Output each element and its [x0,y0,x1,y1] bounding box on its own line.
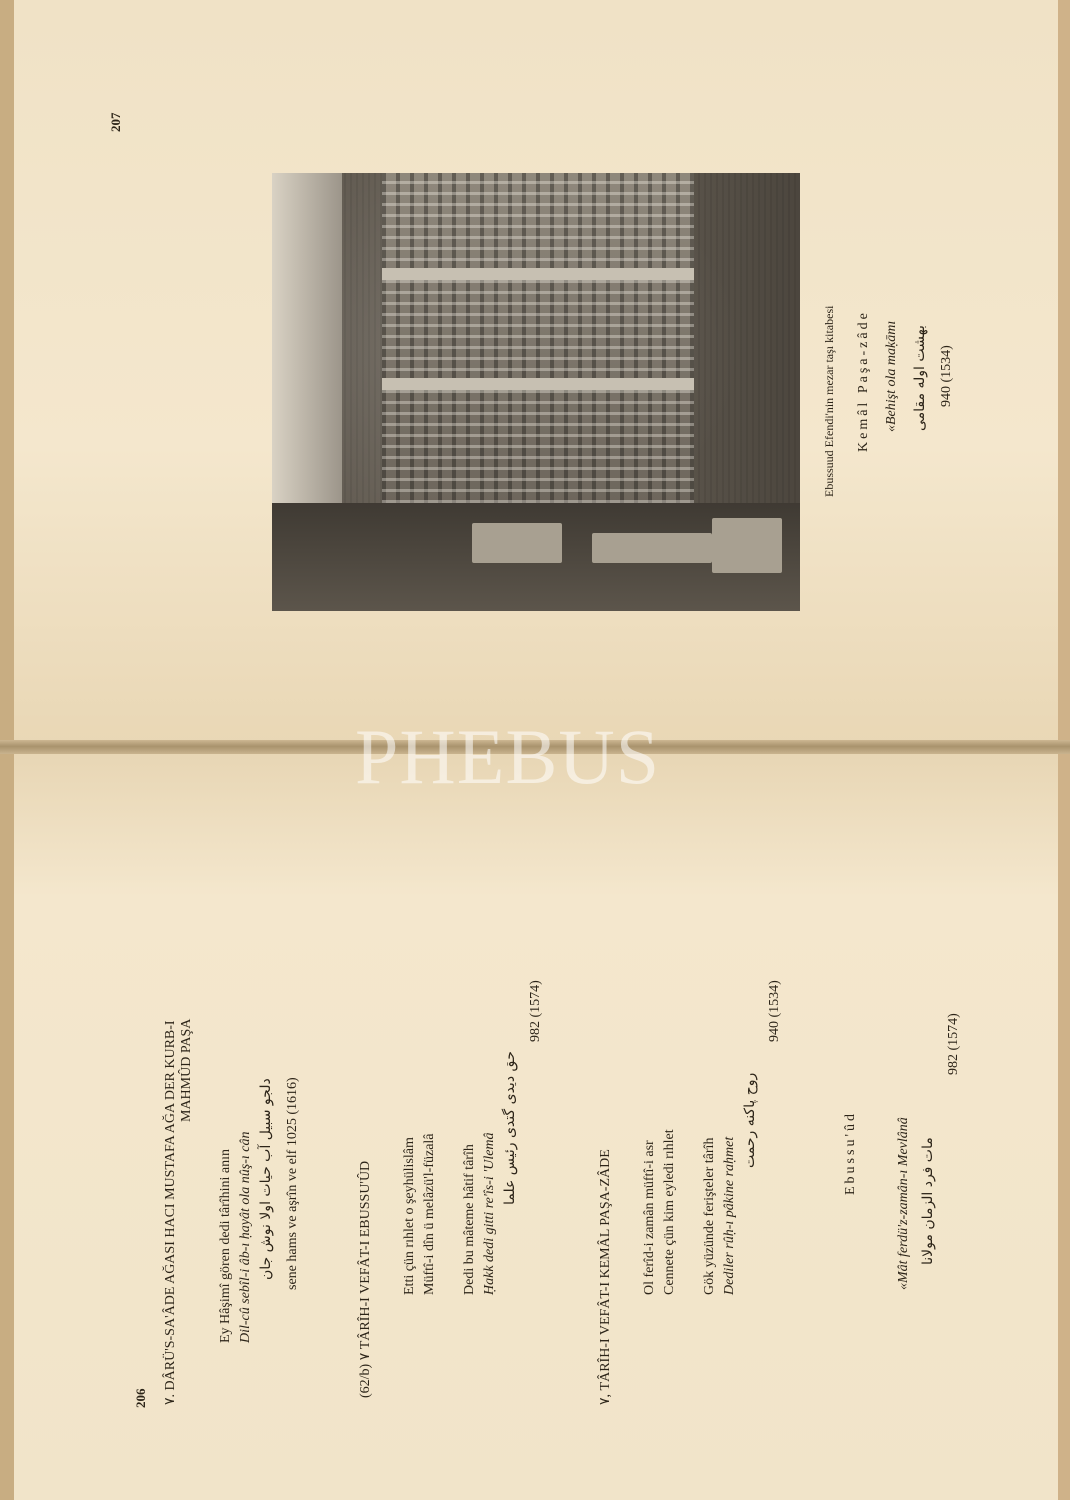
heading-3: ٧, TÂRÎH-I VEFÂT-I KEMÂL PAŞA-ZÂDE [598,1149,613,1405]
s3-arabic: روح پاکنه رحمت [742,1072,758,1168]
bottom-arabic: مات فرد الزمان مولانا [920,1137,936,1265]
s2-line-2: Müftî-i dîn ü melâzü'l-füzalâ [422,1133,437,1295]
s3-line-3: Gök yüzünde ferişteler târîh [702,1137,717,1295]
bottom-quote: «Mât ferdü'z-zamân-ı Mevlânâ [896,1117,911,1290]
s1-date: sene hams ve aşrîn ve elf 1025 (1616) [285,1077,300,1290]
photo-caption: Ebussuud Efendi'nin mezar taşı kitabesi [822,305,836,497]
top-date: 940 (1534) [939,345,954,407]
bottom-name: Ebussu'ûd [843,1111,858,1195]
s2-arabic: حق دیدی گتدی رئیس علما [502,1051,518,1205]
s3-date: 940 (1534) [767,980,782,1042]
heading-2: (62/b) ٧ TÂRÎH-I VEFÂT-I EBUSSU'ÛD [358,1160,373,1398]
s2-line-3: Dedi bu mâteme hâtif târîh [462,1144,477,1295]
s2-date: 982 (1574) [528,980,543,1042]
s2-line-1: Etti çün rıhlet o şeyhülislâm [402,1137,417,1295]
top-quote: «Behişt ola maḳāmı [884,320,899,432]
page-number-206: 206 [133,1388,148,1408]
s1-line-1: Ey Hâşimî gören dedi târîhini anın [218,1148,233,1343]
s3-line-1: Ol ferîd-i zamân müftî-i asr [642,1140,657,1295]
s3-line-4: Dediler rûḥ-ı pâkine raḥmet [722,1136,737,1295]
watermark: PHEBUS [355,713,661,800]
s1-line-2: Dil-cû sebîl-i âb-ı ḥayât ola nûş-ı cân [238,1131,253,1343]
s2-line-4: Ḥakk dedi gitti re'îs-i 'Ulemâ [482,1132,497,1295]
top-name: Kemâl Paşa-zâde [856,310,871,452]
tombstone-photo [272,173,800,611]
page-number-207: 207 [108,112,123,132]
heading-1-line-1: ٧. DÂRÜ'S-SA'ÂDE AĞASI HACI MUSTAFA AĞA DER KURB-I [163,1020,178,1405]
s3-line-2: Cennete çün kim eyledi rıhlet [662,1129,677,1295]
bottom-date: 982 (1574) [946,1013,961,1075]
top-arabic: بهشت اوله مقامی [912,325,928,431]
heading-1-line-2: MAHMÛD PAŞA [179,1018,194,1122]
s1-arabic: دلجو سبیل آب حیات اولا نوش جان [258,1078,274,1280]
